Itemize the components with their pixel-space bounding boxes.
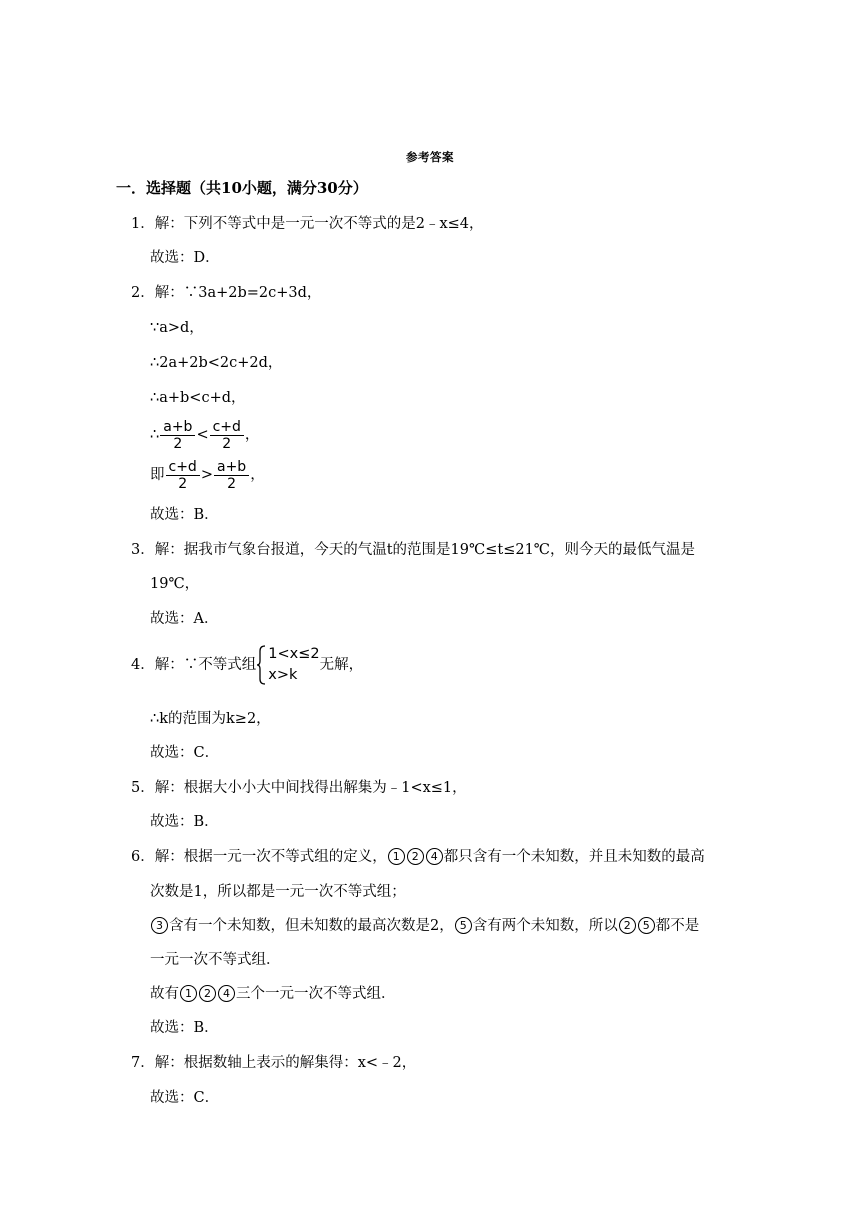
fraction-denominator: 2 (222, 435, 232, 452)
q7-number: 7． (131, 1055, 155, 1071)
fraction (160, 419, 195, 452)
q3-answer: 故选：A． (150, 611, 219, 627)
q6-line4: 一元一次不等式组． (150, 952, 281, 968)
q6-number: 6． (131, 849, 155, 865)
q3-line2: 19℃， (150, 576, 200, 592)
circled-number: 3 (151, 917, 168, 934)
q3-line1 (131, 540, 695, 560)
brace-icon (256, 645, 266, 685)
fraction-numerator: a+b (160, 419, 195, 436)
q5-line (131, 778, 467, 798)
q2-line4: ∴a+b<c+d， (150, 390, 246, 406)
system-row-2: x>k (268, 667, 298, 683)
q1-line (131, 214, 484, 234)
system-row-1: 1<x≤2 (268, 646, 320, 662)
q5-text: 解：根据大小小大中间找得出解集为﹣1<x≤1， (154, 780, 467, 796)
fraction-denominator: 2 (173, 435, 183, 452)
q2-fraction-line2: 即 $\frac{c+d}{2}$ > $\frac{a+b}{2}$ ， (150, 458, 265, 492)
q3-text: 解：据我市气象台报道，今天的气温t的范围是19℃≤t≤21℃，则今天的最低气温是 (154, 542, 696, 558)
q2-text1: 解：∵3a+2b=2c+3d， (154, 285, 322, 301)
inequality-system (256, 644, 319, 686)
q2-line2: ∵a>d， (150, 320, 204, 336)
q6-answer: 故选：B． (150, 1020, 219, 1036)
q2-line3: ∴2a+2b<2c+2d， (150, 355, 283, 371)
q6-line2: 次数是1，所以都是一元一次不等式组； (150, 884, 406, 900)
circled-number: 1 (388, 848, 405, 865)
circled-number: 5 (455, 917, 472, 934)
fraction-denominator: 2 (178, 475, 188, 492)
q6-line5: 故有 1 2 4 三个一元一次不等式组． (150, 986, 396, 1002)
q4-answer: 故选：C． (150, 745, 220, 761)
q7-line (131, 1053, 416, 1073)
fraction (210, 419, 244, 452)
circled-number: 4 (426, 848, 443, 865)
fraction-numerator: a+b (214, 459, 249, 476)
q7-text: 解：根据数轴上表示的解集得：x<﹣2， (154, 1055, 417, 1071)
circled-number: 2 (619, 917, 636, 934)
circled-number: 5 (638, 917, 655, 934)
q6-line1: 6．解：根据一元一次不等式组的定义， 1 2 4 都只含有一个未知数，并且未知数的最高 (131, 849, 705, 865)
q4-number: 4． (131, 657, 155, 673)
circled-number: 1 (180, 985, 197, 1002)
q3-number: 3． (131, 542, 155, 558)
q1-answer: 故选：D． (150, 250, 220, 266)
fraction-numerator: c+d (210, 419, 244, 436)
fraction (214, 459, 249, 492)
q5-answer: 故选：B． (150, 814, 219, 830)
fraction-denominator: 2 (227, 475, 237, 492)
section-heading: 一．选择题（共10小题，满分30分） (116, 179, 368, 197)
fraction-numerator: c+d (166, 459, 200, 476)
q2-line1 (131, 283, 321, 303)
q4-line2: ∴k的范围为k≥2， (150, 711, 271, 727)
q1-number: 1． (131, 216, 155, 232)
circled-number: 4 (218, 985, 235, 1002)
q2-fraction-line1: ∴ $\frac{a+b}{2}$ < $\frac{c+d}{2}$ ， (150, 418, 260, 452)
q2-answer: 故选：B． (150, 507, 219, 523)
q7-answer: 故选：C． (150, 1090, 220, 1106)
q2-number: 2． (131, 285, 155, 301)
q6-line3: 3 含有一个未知数，但未知数的最高次数是2， 5 含有两个未知数，所以 2 5 都不是 (150, 916, 699, 936)
circled-number: 2 (407, 848, 424, 865)
q5-number: 5． (131, 780, 155, 796)
fraction (166, 459, 200, 492)
q1-text: 解：下列不等式中是一元一次不等式的是2﹣x≤4， (154, 216, 484, 232)
page-title: 参考答案 (406, 150, 454, 164)
q4-line1: 4．解：∵不等式组 1<x≤2 x>k 无解， (131, 644, 363, 686)
circled-number: 2 (199, 985, 216, 1002)
